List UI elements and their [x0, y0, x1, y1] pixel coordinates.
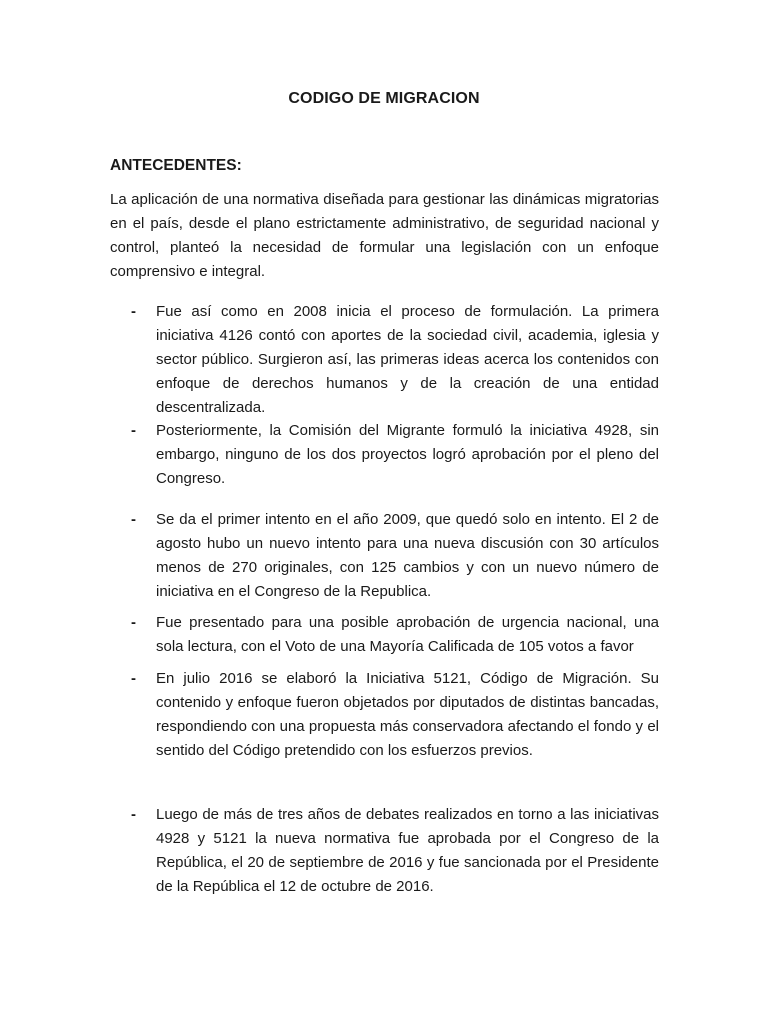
list-item-text: Posteriormente, la Comisión del Migrante formuló la iniciativa 4928, sin embargo, ninguno de los dos proyectos logró aprobación por el pleno del Congreso. [156, 422, 659, 487]
intro-paragraph: La aplicación de una normativa diseñada para gestionar las dinámicas migratorias en el país, desde el plano estrictamente administrativo, de seguridad nacional y control, planteó la necesidad de formular una legislación con un enfoque comprensivo e integral. [110, 191, 659, 280]
list-item-text: Luego de más de tres años de debates realizados en torno a las iniciativas 4928 y 5121 la nueva normativa fue aprobada por el Congreso de la República, el 20 de septiembre de 2016 y fue sancionada por el Presidente de la República el 12 de octubre de 2016. [156, 806, 659, 895]
list-item-text: Fue presentado para una posible aprobación de urgencia nacional, una sola lectura, con el Voto de una Mayoría Calificada de 105 votos a favor [156, 614, 659, 655]
section-heading: ANTECEDENTES: [110, 157, 242, 174]
bullet-marker: - [131, 806, 136, 823]
list-item-text: En julio 2016 se elaboró la Iniciativa 5121, Código de Migración. Su contenido y enfoque fueron objetados por diputados de distintas bancadas, respondiendo con una propuesta más conservadora afectando el fondo y el sentido del Código pretendido con los esfuerzos previos. [156, 670, 659, 759]
bullet-marker: - [131, 511, 136, 528]
list-item-text: Fue así como en 2008 inicia el proceso de formulación. La primera iniciativa 4126 contó con aportes de la sociedad civil, academia, iglesia y sector público. Surgieron así, las primeras ideas acerca los contenidos con enfoque de derechos humanos y de la creación de una entidad descentralizada. [156, 303, 659, 416]
bullet-marker: - [131, 303, 136, 320]
document-title: CODIGO DE MIGRACION [288, 90, 480, 107]
bullet-marker: - [131, 670, 136, 687]
bullet-marker: - [131, 614, 136, 631]
list-item-text: Se da el primer intento en el año 2009, que quedó solo en intento. El 2 de agosto hubo un nuevo intento para una nueva discusión con 30 artículos menos de 270 originales, con 125 cambios y con un nuevo número de iniciativa en el Congreso de la Republica. [156, 511, 659, 600]
bullet-marker: - [131, 422, 136, 439]
